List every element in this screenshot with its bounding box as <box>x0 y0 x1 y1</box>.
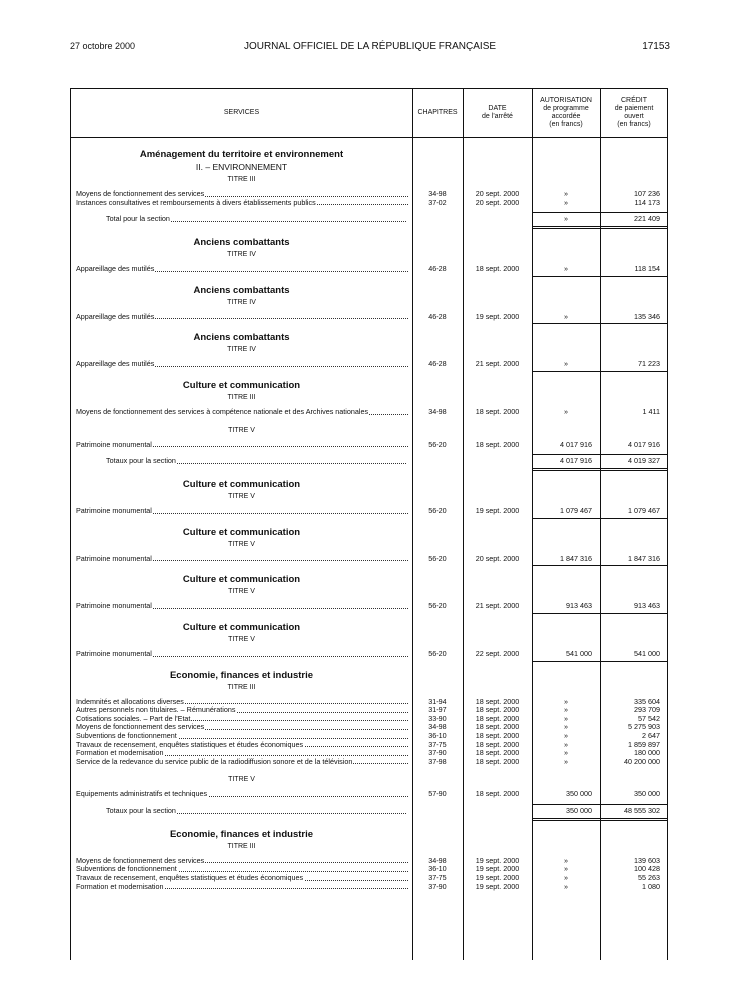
row-autorisation: » <box>564 406 568 416</box>
row-label <box>76 265 410 274</box>
row-date: 18 sept. 2000 <box>475 705 520 715</box>
section-heading <box>71 276 667 297</box>
titre-label: TITRE IV <box>227 251 256 259</box>
table-row <box>71 706 667 715</box>
titre-label: TITRE III <box>227 393 256 401</box>
col-date: DATE de l'arrêté <box>482 105 513 120</box>
row-label-text: Appareillage des mutilés <box>76 265 155 274</box>
row-autorisation: » <box>564 696 568 706</box>
row-autorisation: » <box>564 311 568 321</box>
row-credit: 541 000 <box>634 648 660 658</box>
row-credit: 293 709 <box>634 705 660 715</box>
titre-label: TITRE III <box>227 842 256 850</box>
row-date: 19 sept. 2000 <box>475 864 520 874</box>
row-autorisation: » <box>564 756 568 766</box>
page-header <box>70 41 670 55</box>
row-label-text: Autres personnels non titulaires. – Rémunérations <box>76 706 236 715</box>
titre-label: TITRE III <box>227 683 256 691</box>
table-row <box>71 507 667 516</box>
row-label-text: Patrimoine monumental <box>76 554 152 563</box>
table-row <box>71 408 667 417</box>
row-credit: 180 000 <box>634 748 660 758</box>
total-autorisation: » <box>564 214 568 224</box>
row-autorisation: » <box>564 713 568 723</box>
row-autorisation: 913 463 <box>566 601 592 611</box>
row-label-text: Moyens de fonctionnement des services <box>76 856 205 865</box>
row-label <box>76 715 410 724</box>
row-label <box>76 723 410 732</box>
table-row <box>71 698 667 707</box>
section-heading <box>71 371 667 392</box>
row-credit: 1 859 897 <box>628 739 660 749</box>
table-row <box>71 865 667 874</box>
row-label <box>76 441 410 450</box>
row-chapitre: 57-90 <box>428 789 447 799</box>
row-date: 19 sept. 2000 <box>475 506 520 516</box>
table-row <box>71 360 667 369</box>
row-date: 20 sept. 2000 <box>475 553 520 563</box>
row-label <box>76 790 410 799</box>
total-autorisation: 350 000 <box>566 805 592 815</box>
section-title: Culture et communication <box>182 574 301 586</box>
row-autorisation: » <box>564 748 568 758</box>
header-date: 27 octobre 2000 <box>70 41 136 51</box>
row-chapitre: 46-28 <box>428 264 447 274</box>
row-label-text: Formation et modernisation <box>76 749 164 758</box>
row-chapitre: 37-90 <box>428 881 447 891</box>
section-title: Culture et communication <box>182 379 301 391</box>
section-heading <box>71 228 667 249</box>
row-chapitre: 56-20 <box>428 553 447 563</box>
row-date: 20 sept. 2000 <box>475 197 520 207</box>
titre-label: TITRE IV <box>227 298 256 306</box>
table-row <box>71 265 667 274</box>
row-autorisation: 4 017 916 <box>560 439 592 449</box>
row-label-text: Patrimoine monumental <box>76 649 152 658</box>
row-label-text: Travaux de recensement, enquêtes statistiques et études économiques <box>76 874 304 883</box>
row-label-text: Formation et modernisation <box>76 882 164 891</box>
row-label <box>76 749 410 758</box>
section-heading <box>71 518 667 539</box>
total-label <box>106 213 406 225</box>
table-row <box>71 749 667 758</box>
table-row <box>71 715 667 724</box>
row-chapitre: 36-10 <box>428 864 447 874</box>
table-row <box>71 874 667 883</box>
row-label <box>76 313 410 322</box>
row-label-text: Subventions de fonctionnement <box>76 865 177 874</box>
row-label <box>76 874 410 883</box>
total-label-text: Totaux pour la section <box>106 456 176 466</box>
section-heading <box>71 470 667 491</box>
row-chapitre: 34-98 <box>428 406 447 416</box>
titre-label: TITRE V <box>228 493 255 501</box>
row-label-text: Moyens de fonctionnement des services <box>76 190 205 198</box>
row-chapitre: 31-97 <box>428 705 447 715</box>
row-autorisation: » <box>564 359 568 369</box>
row-date: 18 sept. 2000 <box>475 696 520 706</box>
row-label <box>76 857 410 866</box>
row-chapitre: 36-10 <box>428 730 447 740</box>
section-heading <box>71 138 667 174</box>
row-date: 18 sept. 2000 <box>475 730 520 740</box>
row-date: 19 sept. 2000 <box>475 311 520 321</box>
total-credit: 221 409 <box>634 214 660 224</box>
row-date: 18 sept. 2000 <box>475 406 520 416</box>
total-credit: 4 019 327 <box>628 456 660 466</box>
row-autorisation: » <box>564 881 568 891</box>
row-autorisation: 541 000 <box>566 648 592 658</box>
table-row <box>71 790 667 799</box>
row-chapitre: 46-28 <box>428 359 447 369</box>
row-date: 21 sept. 2000 <box>475 601 520 611</box>
row-credit: 139 603 <box>634 855 660 865</box>
row-credit: 135 346 <box>634 311 660 321</box>
row-chapitre: 46-28 <box>428 311 447 321</box>
row-credit: 1 847 316 <box>628 553 660 563</box>
row-label <box>76 758 410 767</box>
row-credit: 57 542 <box>638 713 660 723</box>
row-chapitre: 37-02 <box>428 197 447 207</box>
row-autorisation: » <box>564 739 568 749</box>
row-credit: 5 275 903 <box>628 722 660 732</box>
row-date: 19 sept. 2000 <box>475 855 520 865</box>
row-label <box>76 555 410 564</box>
row-autorisation: » <box>564 730 568 740</box>
table-row <box>71 741 667 750</box>
credits-table <box>70 88 668 960</box>
section-title: Economie, finances et industrie <box>169 828 314 840</box>
section-title: Anciens combattants <box>193 332 290 344</box>
row-chapitre: 37-75 <box>428 739 447 749</box>
row-date: 18 sept. 2000 <box>475 789 520 799</box>
titre-label: TITRE IV <box>227 346 256 354</box>
row-autorisation: 350 000 <box>566 789 592 799</box>
row-autorisation: 1 847 316 <box>560 553 592 563</box>
row-autorisation: » <box>564 705 568 715</box>
col-credit: CRÉDIT de paiement ouvert (en francs) <box>614 97 654 128</box>
row-credit: 71 223 <box>638 359 660 369</box>
row-label <box>76 408 410 417</box>
section-title: Anciens combattants <box>193 237 290 249</box>
titre-label: TITRE V <box>228 588 255 596</box>
total-credit: 48 555 302 <box>624 805 660 815</box>
row-label <box>76 706 410 715</box>
row-autorisation: » <box>564 722 568 732</box>
row-label <box>76 602 410 611</box>
row-label-text: Service de la redevance du service public de la radiodiffusion sonore et de la télévision <box>76 757 353 766</box>
row-credit: 40 200 000 <box>624 756 660 766</box>
table-row <box>71 190 667 199</box>
row-label-text: Cotisations sociales. – Part de l'Etat <box>76 714 191 723</box>
row-label-text: Equipements administratifs et techniques <box>76 790 208 799</box>
titre-label: TITRE V <box>228 426 255 434</box>
table-body <box>71 138 667 893</box>
row-label-text: Indemnités et allocations diverses <box>76 697 184 706</box>
row-label <box>76 741 410 750</box>
row-label-text: Appareillage des mutilés <box>76 312 155 321</box>
section-heading <box>71 661 667 682</box>
row-credit: 4 017 916 <box>628 439 660 449</box>
section-title: Economie, finances et industrie <box>169 669 314 681</box>
row-label-text: Instances consultatives et remboursements à divers établissements publics <box>76 198 316 207</box>
row-chapitre: 56-20 <box>428 439 447 449</box>
table-header <box>71 89 667 138</box>
table-row <box>71 602 667 611</box>
row-label <box>76 507 410 516</box>
row-credit: 335 604 <box>634 696 660 706</box>
row-chapitre: 56-20 <box>428 648 447 658</box>
row-label <box>76 650 410 659</box>
row-label-text: Patrimoine monumental <box>76 507 152 516</box>
col-chapitres: CHAPITRES <box>417 109 458 116</box>
row-credit: 1 080 <box>642 881 660 891</box>
titre-label: TITRE III <box>227 176 256 183</box>
row-date: 22 sept. 2000 <box>475 648 520 658</box>
titre-label: TITRE V <box>228 776 255 784</box>
row-label-text: Patrimoine monumental <box>76 440 152 449</box>
row-label-text: Moyens de fonctionnement des services à compétence nationale et des Archives nationales <box>76 407 369 416</box>
titre-label: TITRE V <box>228 540 255 548</box>
section-title: Anciens combattants <box>193 284 290 296</box>
section-heading <box>71 613 667 634</box>
row-autorisation: » <box>564 197 568 207</box>
row-chapitre: 34-98 <box>428 189 447 198</box>
header-title: JOURNAL OFFICIEL DE LA RÉPUBLIQUE FRANÇAISE <box>243 41 497 52</box>
row-label <box>76 190 410 199</box>
table-row <box>71 857 667 866</box>
row-date: 18 sept. 2000 <box>475 748 520 758</box>
total-label-text: Totaux pour la section <box>106 805 176 815</box>
row-label <box>76 883 410 892</box>
section-title: Culture et communication <box>182 479 301 491</box>
row-date: 18 sept. 2000 <box>475 439 520 449</box>
table-row <box>71 441 667 450</box>
row-autorisation: » <box>564 855 568 865</box>
row-autorisation: » <box>564 873 568 883</box>
row-credit: 350 000 <box>634 789 660 799</box>
row-credit: 100 428 <box>634 864 660 874</box>
row-label-text: Appareillage des mutilés <box>76 360 155 369</box>
row-label <box>76 865 410 874</box>
table-row <box>71 883 667 892</box>
header-page-number: 17153 <box>642 41 670 52</box>
row-autorisation: » <box>564 189 568 198</box>
total-row <box>71 213 667 225</box>
row-chapitre: 56-20 <box>428 506 447 516</box>
col-autorisation: AUTORISATION de programme accordée (en francs) <box>540 97 592 128</box>
row-date: 18 sept. 2000 <box>475 264 520 274</box>
table-row <box>71 199 667 208</box>
row-chapitre: 33-90 <box>428 713 447 723</box>
row-date: 19 sept. 2000 <box>475 873 520 883</box>
row-credit: 114 173 <box>634 197 660 207</box>
total-label <box>106 805 406 817</box>
row-date: 18 sept. 2000 <box>475 739 520 749</box>
titre-label: TITRE V <box>228 635 255 643</box>
row-chapitre: 56-20 <box>428 601 447 611</box>
row-chapitre: 37-90 <box>428 748 447 758</box>
total-row <box>71 805 667 817</box>
total-autorisation: 4 017 916 <box>560 456 592 466</box>
section-title: Culture et communication <box>182 526 301 538</box>
table-row <box>71 758 667 767</box>
row-date: 18 sept. 2000 <box>475 713 520 723</box>
row-date: 21 sept. 2000 <box>475 359 520 369</box>
row-credit: 55 263 <box>638 873 660 883</box>
row-chapitre: 37-98 <box>428 756 447 766</box>
row-label-text: Subventions de fonctionnement <box>76 731 177 740</box>
row-chapitre: 34-98 <box>428 722 447 732</box>
row-date: 18 sept. 2000 <box>475 756 520 766</box>
total-label-text: Total pour la section <box>106 214 170 224</box>
section-heading <box>71 565 667 586</box>
total-row <box>71 455 667 467</box>
section-subtitle: II. – ENVIRONNEMENT <box>195 162 288 172</box>
row-autorisation: 1 079 467 <box>560 506 592 516</box>
row-credit: 118 154 <box>634 264 660 274</box>
row-credit: 1 079 467 <box>628 506 660 516</box>
row-chapitre: 34-98 <box>428 855 447 865</box>
row-chapitre: 37-75 <box>428 873 447 883</box>
section-heading <box>71 820 667 841</box>
row-date: 19 sept. 2000 <box>475 881 520 891</box>
row-label <box>76 698 410 707</box>
row-autorisation: » <box>564 264 568 274</box>
row-credit: 913 463 <box>634 601 660 611</box>
row-autorisation: » <box>564 864 568 874</box>
row-label-text: Moyens de fonctionnement des services <box>76 723 205 732</box>
section-title: Culture et communication <box>182 621 301 633</box>
total-label <box>106 455 406 467</box>
row-date: 20 sept. 2000 <box>475 189 520 198</box>
row-chapitre: 31-94 <box>428 696 447 706</box>
table-row <box>71 723 667 732</box>
section-title: Aménagement du territoire et environnement <box>139 149 344 160</box>
table-row <box>71 555 667 564</box>
row-credit: 2 647 <box>642 730 660 740</box>
row-label-text: Patrimoine monumental <box>76 602 152 611</box>
table-row <box>71 650 667 659</box>
row-label-text: Travaux de recensement, enquêtes statistiques et études économiques <box>76 740 304 749</box>
row-credit: 1 411 <box>642 406 660 416</box>
table-row <box>71 313 667 322</box>
col-services: SERVICES <box>223 109 260 116</box>
table-row <box>71 732 667 741</box>
row-label <box>76 360 410 369</box>
row-label <box>76 199 410 208</box>
row-date: 18 sept. 2000 <box>475 722 520 732</box>
row-credit: 107 236 <box>634 189 660 198</box>
section-heading <box>71 323 667 344</box>
row-label <box>76 732 410 741</box>
